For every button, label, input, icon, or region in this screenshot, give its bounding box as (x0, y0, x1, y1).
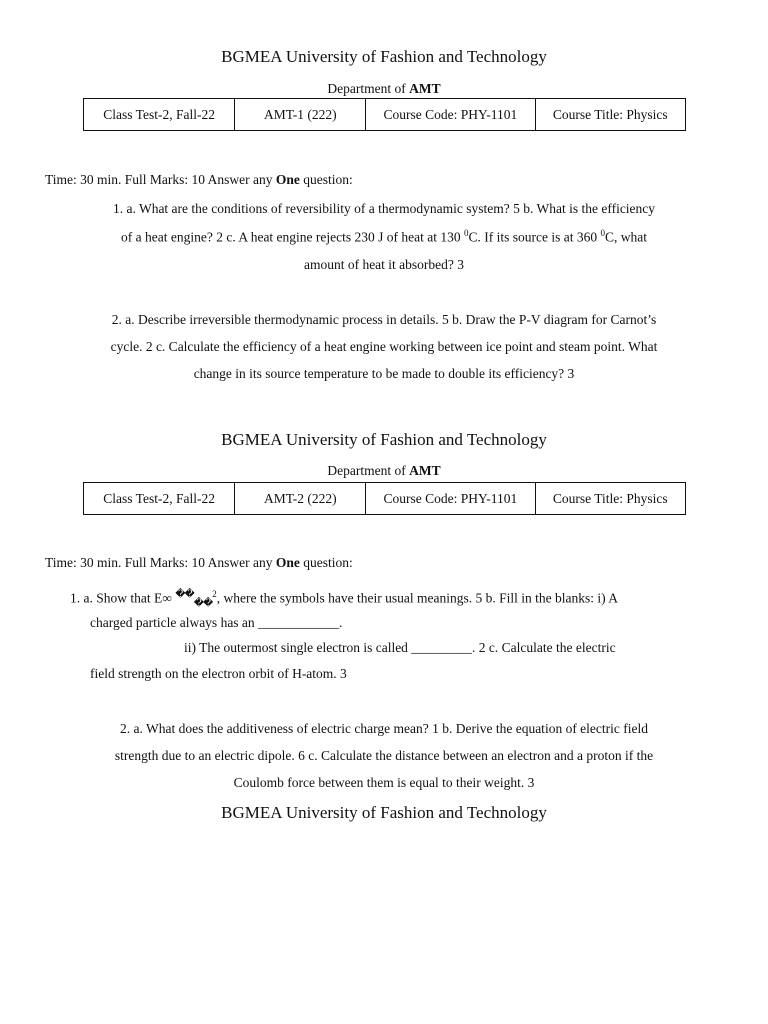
department-prefix: Department of (327, 81, 410, 96)
course-title-cell: Course Title: Physics (535, 99, 685, 131)
instructions-2 (45, 555, 353, 571)
course-info-table-2 (83, 482, 686, 515)
question-2-line-3: Coulomb force between them is equal to their weight. 3 (233, 775, 535, 790)
q1-text-a: 1. a. Show that E∞ (70, 590, 176, 606)
q1-text-c: C, what (604, 229, 647, 245)
q1-text-b: , where the symbols have their usual meanings. 5 b. Fill in the blanks: i) A (216, 590, 618, 606)
question-1-line-1 (70, 589, 618, 609)
degree-superscript: 0 (600, 228, 605, 238)
question-1-line-2 (0, 228, 768, 246)
university-title-1: BGMEA University of Fashion and Technology (221, 47, 547, 66)
department-prefix: Department of (327, 463, 410, 478)
unrendered-symbol: �� (193, 598, 213, 610)
course-code-cell: Course Code: PHY-1101 (366, 483, 535, 515)
section-cell: AMT-2 (222) (235, 483, 366, 515)
instructions-text: Time: 30 min. Full Marks: 10 Answer any (45, 555, 276, 570)
unrendered-symbol: �� (175, 589, 194, 600)
department-line-1 (0, 81, 768, 97)
course-title-cell: Course Title: Physics (535, 483, 685, 515)
question-1-line-2: charged particle always has an ____________. (90, 615, 343, 630)
university-title-2: BGMEA University of Fashion and Technology (221, 430, 547, 449)
class-test-cell: Class Test-2, Fall-22 (84, 99, 235, 131)
department-name: AMT (409, 463, 441, 478)
question-2-line-1: 2. a. What does the additiveness of electric charge mean? 1 b. Derive the equation of electric field (119, 721, 649, 736)
degree-superscript: 0 (464, 228, 469, 238)
instructions-1 (45, 172, 353, 188)
square-superscript: 2 (212, 589, 217, 599)
q1-text-b: C. If its source is at 360 (468, 229, 601, 245)
department-name: AMT (409, 81, 441, 96)
instructions-bold: One (275, 172, 300, 187)
course-code-cell: Course Code: PHY-1101 (366, 99, 535, 131)
question-1-line-1: 1. a. What are the conditions of reversibility of a thermodynamic system? 5 b. What is the efficiency (112, 201, 656, 216)
department-line-2 (0, 463, 768, 479)
section-cell: AMT-1 (222) (235, 99, 366, 131)
q1-text-a: of a heat engine? 2 c. A heat engine rejects 230 J of heat at 130 (121, 229, 464, 245)
instructions-bold: One (275, 555, 300, 570)
question-2-line-2: strength due to an electric dipole. 6 c. Calculate the distance between an electron and a proton if the (114, 748, 654, 763)
question-2-line-3: change in its source temperature to be made to double its efficiency? 3 (193, 366, 575, 381)
question-2-line-1: 2. a. Describe irreversible thermodynamic process in details. 5 b. Draw the P-V diagram for Carnot’s (111, 312, 657, 327)
instructions-text: Time: 30 min. Full Marks: 10 Answer any (45, 172, 276, 187)
instructions-suffix: question: (299, 172, 353, 187)
university-title-3: BGMEA University of Fashion and Technology (221, 803, 547, 822)
question-1-line-3: amount of heat it absorbed? 3 (303, 257, 465, 272)
question-1-line-3: ii) The outermost single electron is called _________. 2 c. Calculate the electric (184, 640, 616, 655)
class-test-cell: Class Test-2, Fall-22 (84, 483, 235, 515)
course-info-table-1 (83, 98, 686, 131)
question-2-line-2: cycle. 2 c. Calculate the efficiency of a heat engine working between ice point and steam point. What (110, 339, 658, 354)
question-1-line-4: field strength on the electron orbit of H-atom. 3 (90, 666, 347, 681)
instructions-suffix: question: (299, 555, 353, 570)
